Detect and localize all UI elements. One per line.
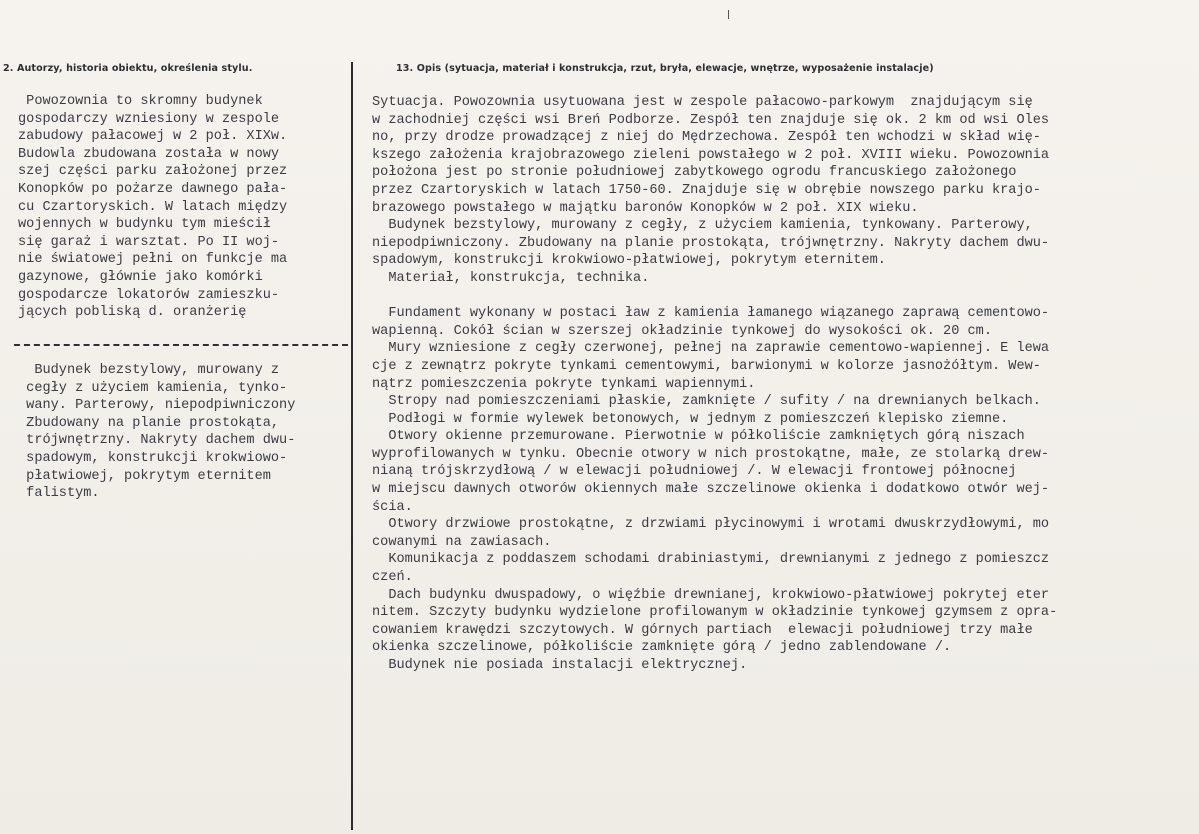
text-line: Dach budynku dwuspadowy, o więźbie drewnianej, krokwiowo-płatwiowej pokrytej eter — [372, 587, 1050, 603]
text-line: Konopków po pożarze dawnego pała- — [18, 181, 288, 197]
text-line: trójwnętrzny. Nakryty dachem dwu- — [18, 433, 296, 449]
text-line: brazowego powstałego w majątku baronów Konopków w 2 poł. XIX wieku. — [372, 200, 919, 216]
text-line: położona jest po stronie południowej zabytkowego ogrodu francuskiego założonego — [372, 165, 1017, 181]
text-line: Budynek nie posiada instalacji elektrycznej. — [372, 658, 748, 673]
text-line: niepodpiwniczony. Zbudowany na planie prostokąta, trójwnętrzny. Nakryty dachem dwu- — [372, 235, 1050, 251]
section-13-header: 13. Opis (sytuacja, materiał i konstrukcja, rzut, bryła, elewacje, wnętrze, wyposażenie instalacje) — [396, 63, 934, 74]
text-line: Powozownia to skromny budynek — [18, 94, 263, 109]
text-line: w zachodniej części wsi Breń Podborze. Zespół ten znajduje się ok. 2 km od wsi Oles — [372, 112, 1050, 128]
text-line: szej części parku założonej przez — [18, 164, 288, 180]
column-divider — [351, 62, 353, 830]
text-line: wojennych w budynku tym mieścił — [18, 217, 271, 233]
text-line: Stropy nad pomieszczeniami płaskie, zamknięte / sufity / na drewnianych belkach. — [372, 394, 1041, 410]
section-2-header: 2. Autorzy, historia obiektu, określenia stylu. — [3, 63, 253, 74]
history-text — [18, 93, 287, 322]
text-line: się garaż i warsztat. Po II woj- — [18, 234, 280, 250]
text-line: Budynek bezstylowy, murowany z cegły, z użyciem kamienia, tynkowany. Parterowy, — [372, 218, 1033, 234]
text-line: wany. Parterowy, niepodpiwniczony — [18, 398, 296, 414]
text-line: jących pobliską d. oranżerię — [18, 305, 247, 321]
text-line: cowanymi na zawiasach. — [372, 534, 552, 550]
text-line: Budynek bezstylowy, murowany z — [18, 363, 280, 378]
text-line: Komunikacja z poddaszem schodami drabiniastymi, drewnianymi z jednego z pomieszcz — [372, 552, 1050, 568]
text-line: Sytuacja. Powozownia usytuowana jest w zespole pałacowo-parkowym znajdującym się — [372, 95, 1033, 110]
text-line: nitem. Szczyty budynku wydzielone profilowanym w okładzinie tynkowej gzymsem z opra- — [372, 605, 1058, 621]
style-text — [18, 362, 295, 503]
text-line: przez Czartoryskich w latach 1750-60. Znajduje się w obrębie nowszego parku krajo- — [372, 182, 1041, 198]
text-line: gospodarczy wzniesiony w zespole — [18, 111, 280, 127]
text-line: zabudowy pałacowej w 2 poł. XIXw. — [18, 129, 288, 145]
text-line — [372, 288, 1057, 306]
text-line: cowaniem krawędzi szczytowych. W górnych partiach elewacji południowej trzy małe — [372, 622, 1033, 638]
text-line: Fundament wykonany w postaci ław z kamienia łamanego wiązanego zaprawą cementowo- — [372, 306, 1050, 322]
text-line: ścia. — [372, 499, 413, 515]
text-line: falistym. — [18, 486, 100, 502]
text-line: gospodarcze lokatorów zamieszku- — [18, 287, 280, 303]
text-line: cu Czartoryskich. W latach między — [18, 199, 288, 215]
text-line: cegły z użyciem kamienia, tynko- — [18, 380, 288, 396]
text-line: gazynowe, głównie jako komórki — [18, 269, 263, 285]
text-line: no, przy drodze prowadzącej z niej do Mędrzechowa. Zespół ten wchodzi w skład wię- — [372, 130, 1041, 146]
text-line: nątrz pomieszczenia pokryte tynkami wapiennymi. — [372, 376, 756, 392]
top-mark — [728, 10, 729, 19]
text-line: wapienną. Cokół ścian w szerszej okładzinie tynkowej do wysokości ok. 20 cm. — [372, 323, 992, 339]
description-text — [372, 94, 1057, 675]
text-line: nianą trójskrzydłową / w elewacji południowej /. W elewacji frontowej północnej — [372, 464, 1017, 480]
text-line: spadowym, konstrukcji krokwiowo-płatwiowej, pokrytym eternitem. — [372, 253, 886, 269]
text-line: Zbudowany na planie prostokąta, — [18, 415, 280, 431]
text-line: Podłogi w formie wylewek betonowych, w jednym z pomieszczeń klepisko ziemne. — [372, 411, 1009, 427]
text-line: Otwory drzwiowe prostokątne, z drzwiami płycinowymi i wrotami dwuskrzydłowymi, mo — [372, 517, 1050, 533]
text-line: w miejscu dawnych otworów okiennych małe szczelinowe okienka i dodatkowo otwór wej- — [372, 482, 1050, 498]
text-line: Budowla zbudowana została w nowy — [18, 146, 280, 162]
text-line: spadowym, konstrukcji krokwiowo- — [18, 450, 288, 466]
text-line: Mury wzniesione z cegły czerwonej, pełnej na zaprawie cementowo-wapiennej. E lewa — [372, 341, 1050, 357]
text-line: wyprofilowanych w tynku. Obecnie otwory w nich prostokątne, małe, ze stolarką drew- — [372, 446, 1050, 462]
text-line: okienka szczelinowe, półkoliście zamknięte górą / jedno zablendowane /. — [372, 640, 952, 656]
text-line: kszego założenia krajobrazowego zieleni powstałego w 2 poł. XVIII wieku. Powozownia — [372, 147, 1050, 163]
text-line: płatwiowej, pokrytym eternitem — [18, 468, 271, 484]
text-line: Otwory okienne przemurowane. Pierwotnie w półkoliście zamkniętych górą niszach — [372, 429, 1025, 445]
text-line: czeń. — [372, 570, 413, 586]
text-line: cje z zewnątrz pokryte tynkami cementowymi, barwionymi w kolorze jasnożółtym. Wew- — [372, 358, 1041, 374]
dashed-separator — [14, 344, 348, 346]
text-line: Materiał, konstrukcja, technika. — [372, 270, 650, 286]
text-line: nie światowej pełni on funkcje ma — [18, 252, 288, 268]
